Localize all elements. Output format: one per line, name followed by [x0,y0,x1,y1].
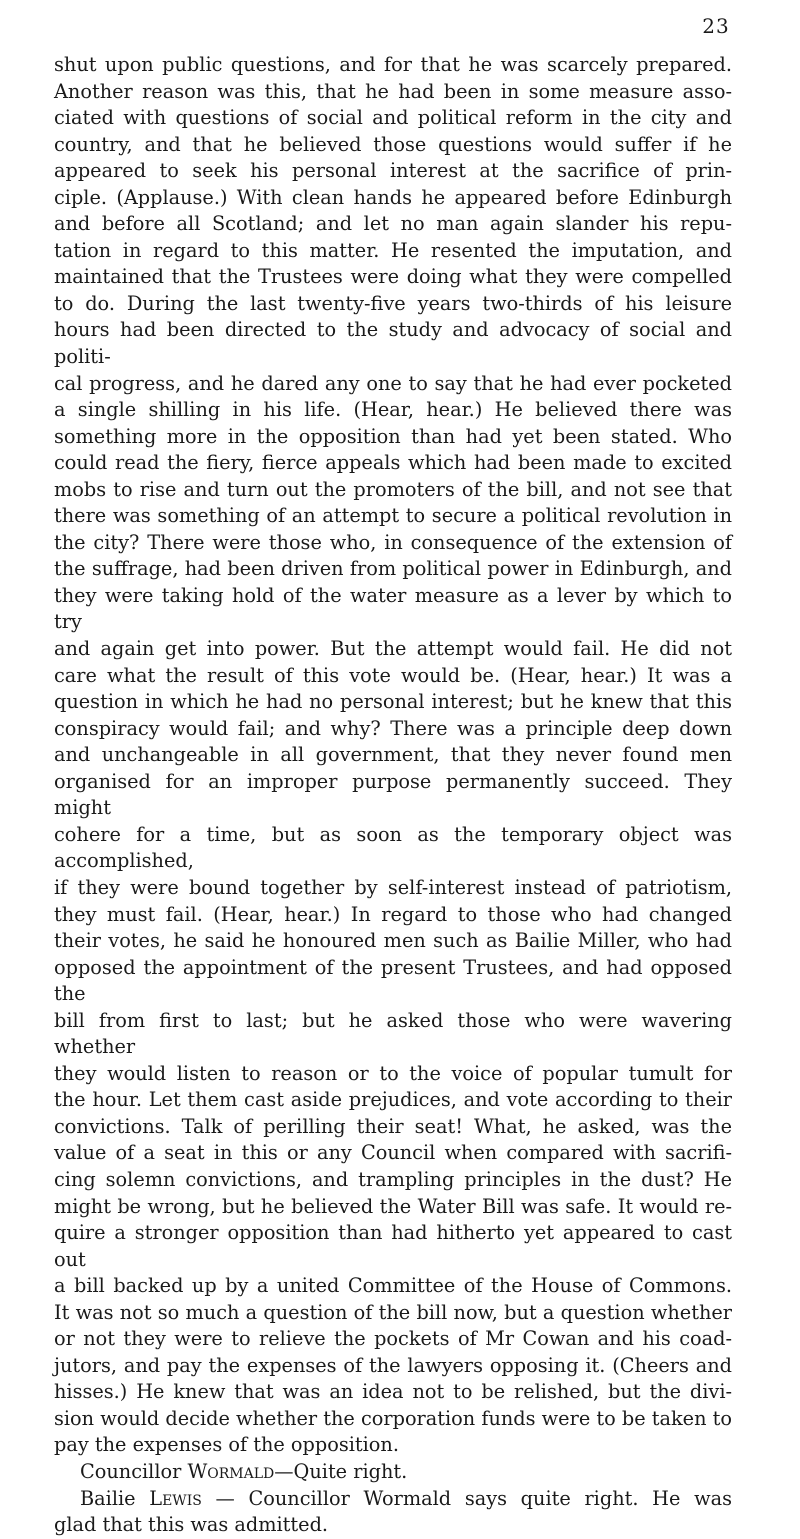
speaker-name: Wormald [187,1459,275,1483]
speech-line-wormald: Councillor Wormald—Quite right. [80,1459,408,1483]
text-line: the hour. Let them cast aside prejudices, and vote according to their [54,1088,732,1112]
text-line: something more in the opposition than had yet been stated. Who [54,424,732,448]
text-line: cing solemn convictions, and trampling principles in the dust? He [54,1167,732,1191]
text-line: ciple. (Applause.) With clean hands he appeared before Edinburgh [54,185,732,209]
text-line: and before all Scotland; and let no man again slander his repu- [54,212,732,236]
text-line: organised for an improper purpose permanently succeed. They might [54,769,732,820]
text-line: opposed the appointment of the present Trustees, and had opposed the [54,955,732,1006]
text-line: a single shilling in his life. (Hear, hear.) He believed there was [54,398,732,422]
speech-line-lewis: Bailie Lewis — Councillor Wormald says quite right. He was [80,1486,732,1510]
text-line: cal progress, and he dared any one to say that he had ever pocketed [54,371,732,395]
text-line: conspiracy would fail; and why? There was a principle deep down [54,716,732,740]
text-line: hours had been directed to the study and advocacy of social and politi- [54,318,732,369]
text-line: care what the result of this vote would be. (Hear, hear.) It was a [54,663,732,687]
text-line: and again get into power. But the attempt would fail. He did not [54,637,732,661]
text-line: they were taking hold of the water measure as a lever by which to try [54,583,732,634]
text-line: quire a stronger opposition than had hitherto yet appeared to cast out [54,1221,732,1271]
paragraph-lines [54,52,732,1459]
body-text [54,52,732,1539]
text-line: It was not so much a question of the bill now, but a question whether [54,1300,732,1324]
text-line: or not they were to relieve the pockets of Mr Cowan and his coad- [54,1327,732,1351]
text-line: jutors, and pay the expenses of the lawyers opposing it. (Cheers and [54,1353,732,1377]
speech-line-lewis-cont: glad that this was admitted. [54,1513,329,1537]
text-line: the city? There were those who, in consequence of the extension of [54,530,732,554]
text-line: and unchangeable in all government, that they never found men [54,743,732,767]
speaker-name: Lewis [149,1486,202,1510]
page-number: 23 [702,14,730,38]
text-line: could read the fiery, fierce appeals which had been made to excited [54,451,732,475]
text-line: maintained that the Trustees were doing what they were compelled [54,265,732,289]
text-line: they must fail. (Hear, hear.) In regard to those who had changed [54,902,732,926]
text-line: hisses.) He knew that was an idea not to be relished, but the divi- [54,1380,732,1404]
text-line: their votes, he said he honoured men such as Bailie Miller, who had [54,929,732,953]
text-line: a bill backed up by a united Committee of the House of Commons. [54,1274,732,1298]
text-line: if they were bound together by self-interest instead of patriotism, [54,875,732,899]
text-line: tation in regard to this matter. He resented the imputation, and [54,238,732,262]
text-line: value of a seat in this or any Council when compared with sacrifi- [54,1141,732,1165]
text-line: might be wrong, but he believed the Water Bill was safe. It would re- [54,1194,732,1218]
text-line: Another reason was this, that he had been in some measure asso- [54,79,732,103]
text-line: shut upon public questions, and for that he was scarcely prepared. [54,53,732,76]
text-line: appeared to seek his personal interest at the sacrifice of prin- [54,159,732,183]
text-line: convictions. Talk of perilling their seat! What, he asked, was the [54,1114,732,1138]
text-line: they would listen to reason or to the voice of popular tumult for [54,1061,732,1085]
text-line: there was something of an attempt to secure a political revolution in [54,504,732,528]
text-line: mobs to rise and turn out the promoters of the bill, and not see that [54,477,732,501]
text-line: ciated with questions of social and political reform in the city and [54,106,732,130]
text-line: the suffrage, had been driven from political power in Edinburgh, and [54,557,732,581]
text-line: country, and that he believed those questions would suffer if he [54,132,732,156]
text-line: bill from first to last; but he asked those who were wavering whether [54,1008,732,1059]
text-line: sion would decide whether the corporation funds were to be taken to [54,1406,732,1430]
text-line: to do. During the last twenty-five years two-thirds of his leisure [54,291,732,315]
text-line: pay the expenses of the opposition. [54,1433,399,1457]
text-line: cohere for a time, but as soon as the temporary object was accomplished, [54,822,732,873]
text-line: question in which he had no personal interest; but he knew that this [54,690,732,714]
